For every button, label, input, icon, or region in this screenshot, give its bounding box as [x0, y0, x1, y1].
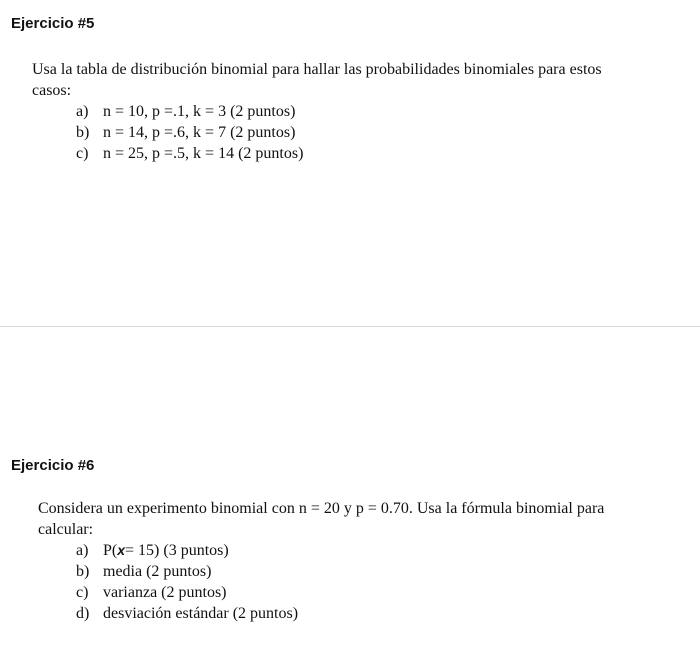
- list-item: [76, 101, 692, 122]
- item-text: desviación estándar (2 puntos): [103, 605, 299, 622]
- variable-x: x: [117, 542, 126, 558]
- item-text: media (2 puntos): [103, 563, 212, 580]
- list-item: [76, 143, 692, 164]
- item-label: b): [76, 124, 90, 141]
- exercise-5-intro: [32, 59, 692, 101]
- item-label: d): [76, 605, 90, 622]
- item-label: c): [76, 145, 89, 162]
- exercise-6-intro: [38, 498, 693, 540]
- item-label: c): [76, 584, 89, 601]
- exercise-5-intro-line-1: Usa la tabla de distribución binomial para hallar las probabilidades binomiales para estos: [32, 61, 602, 78]
- list-item: [76, 122, 692, 143]
- exercise-5-list: [76, 101, 692, 164]
- list-item: [76, 561, 693, 582]
- item-text-prefix: P(: [103, 542, 118, 559]
- exercise-5-body: [32, 59, 692, 164]
- item-text: n = 14, p =.6, k = 7 (2 puntos): [103, 124, 296, 141]
- exercise-6-body: [38, 498, 693, 624]
- exercise-6-title: Ejercicio #6: [11, 457, 95, 474]
- list-item: [76, 540, 693, 561]
- item-label: b): [76, 563, 90, 580]
- exercise-5-title: Ejercicio #5: [11, 15, 95, 32]
- exercise-6-list: [76, 540, 693, 624]
- item-label: a): [76, 103, 89, 120]
- exercise-6-intro-line-2: calcular:: [38, 521, 94, 538]
- item-text-suffix: = 15) (3 puntos): [125, 542, 229, 559]
- item-text: n = 25, p =.5, k = 14 (2 puntos): [103, 145, 304, 162]
- item-text: varianza (2 puntos): [103, 584, 227, 601]
- list-item: [76, 582, 693, 603]
- item-label: a): [76, 542, 89, 559]
- list-item: [76, 603, 693, 624]
- exercise-6-intro-line-1: Considera un experimento binomial con n = 20 y p = 0.70. Usa la fórmula binomial para: [38, 500, 605, 517]
- exercise-5-intro-line-2: casos:: [32, 82, 72, 99]
- item-text: [103, 540, 229, 561]
- section-divider: [0, 326, 700, 327]
- item-text: n = 10, p =.1, k = 3 (2 puntos): [103, 103, 296, 120]
